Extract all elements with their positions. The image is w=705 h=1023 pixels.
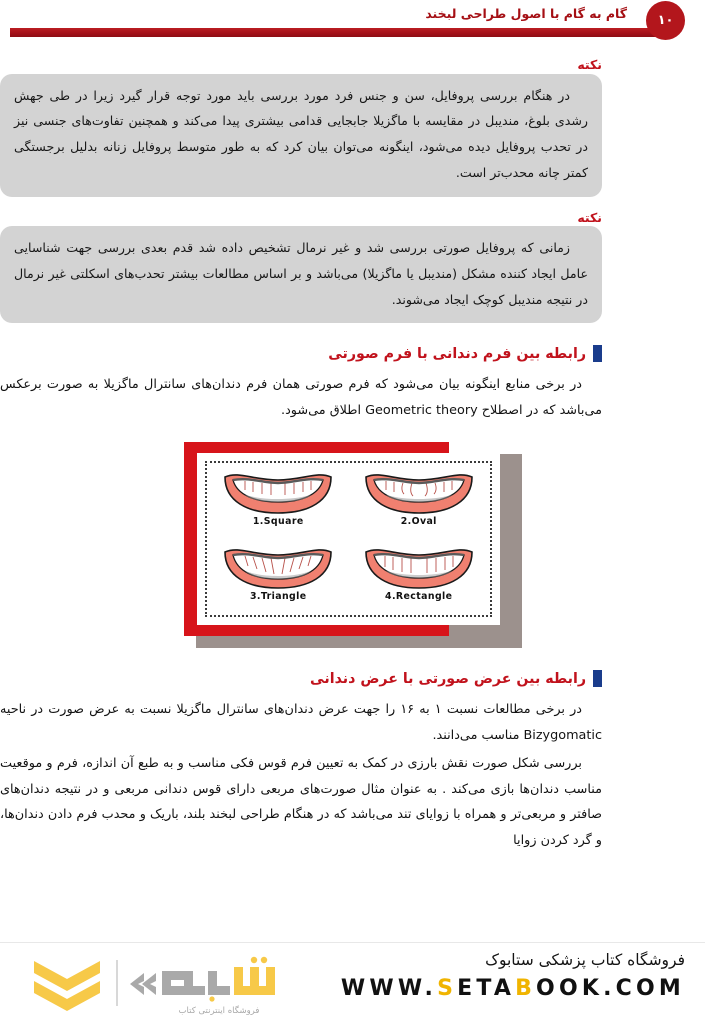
smile-oval-icon — [360, 467, 478, 515]
figure-grid — [208, 464, 489, 614]
smile-arch-forms-figure — [184, 442, 522, 648]
footer-text-block — [341, 949, 685, 1001]
url-suffix: OOK.COM — [536, 976, 685, 1002]
figure-item — [349, 539, 490, 614]
page-number-badge: ۱۰ — [646, 1, 685, 40]
url-highlight-b: B — [515, 976, 537, 1002]
figure-wrap — [52, 442, 654, 648]
paragraph: در برخی منابع اینگونه بیان می‌شود که فرم صورتی همان فرم دندان‌های سانترال ماگزیلا به صورت برعکس می‌باشد که در اصطلاح Geometric theory اطلاق می‌شود. — [0, 377, 602, 419]
smile-rectangle-icon — [360, 542, 478, 590]
paragraph: بررسی شکل صورت نقش بارزی در کمک به تعیین فرم قوس فکی مناسب و به طبع آن اندازه، فرم و موقعیت مناسب دندان‌ها بازی می‌کند . به عنوان مثال صورت‌های مربعی دارای قوس دندانی مربعی و در نتیجه دندان‌های صافتر و مربعی‌تر و همراه با زوایای تند می‌باشد که در هنگام طراحی لبخند بلند، باریک و محدب فرم دادن دندان‌ها، و گرد کردن زوایا — [0, 755, 602, 849]
paragraph: در برخی مطالعات نسبت ۱ به ۱۶ را جهت عرض دندان‌های سانترال ماگزیلا نسبت به عرض صورت در ناحیه Bizygomatic مناسب می‌دانند. — [0, 702, 602, 743]
header-title: گام به گام با اصول طراحی لبخند — [425, 6, 627, 21]
header-rule — [10, 28, 673, 37]
figure-item-caption: 2.Oval — [400, 516, 437, 527]
page-content — [0, 58, 602, 854]
note-body: زمانی که پروفایل صورتی بررسی شد و غیر نرمال تشخیص داده شد قدم بعدی بررسی جهت شناسایی عامل ایجاد کننده مشکل (مندیبل یا ماگزیلا) می‌باشد و بر اساس مطالعات بیشتر تحدب‌های اسکلتی غیر نرمال در نتیجه مندیبل کوچک ایجاد می‌شوند. — [0, 226, 602, 323]
footer-shop-name: فروشگاه کتاب پزشکی ستابوک — [485, 951, 685, 969]
figure-item-caption: 4.Rectangle — [385, 591, 453, 602]
url-prefix: WWW. — [340, 976, 438, 1002]
figure-item-caption: 3.Triangle — [249, 591, 307, 602]
square-bullet-icon — [593, 670, 602, 687]
url-eta: ETA — [457, 976, 516, 1002]
figure-item — [349, 464, 490, 539]
logo-divider — [116, 960, 118, 1006]
note-label: نکته — [577, 57, 602, 72]
section-heading-text: رابطه بین عرض صورتی با عرض دندانی — [310, 670, 586, 687]
figure-item — [208, 464, 349, 539]
note-block — [0, 58, 602, 197]
page-footer — [0, 942, 705, 1023]
smile-square-icon — [219, 467, 337, 515]
section-heading-text: رابطه بین فرم دندانی با فرم صورتی — [328, 345, 586, 362]
figure-item — [208, 539, 349, 614]
figure-item-caption: 1.Square — [252, 516, 304, 527]
logo-wordmark — [128, 953, 310, 1016]
note-block — [0, 211, 602, 324]
setabook-wordmark-icon — [128, 953, 310, 1009]
section-heading-facial-width — [0, 670, 602, 687]
section-heading-dental-form — [0, 345, 602, 362]
square-bullet-icon — [593, 345, 602, 362]
url-highlight-s: S — [437, 976, 458, 1002]
footer-url[interactable] — [341, 976, 685, 1001]
smile-triangle-icon — [219, 542, 337, 590]
logo-subtitle: فروشگاه اینترنتی کتاب — [178, 1006, 260, 1016]
page-header — [0, 0, 705, 42]
chevron-stack-icon — [28, 955, 106, 1011]
note-body: در هنگام بررسی پروفایل، سن و جنس فرد مورد بررسی باید مورد توجه قرار گیرد زیرا در طی جهش رشدی بلوغ، مندیبل در مقایسه با ماگزیلا جابجایی قدامی بیشتری پیدا می‌کند و همچنین تفاوت‌های جنسی نیز در تحدب پروفایل دیده می‌شود، اینگونه می‌توان بیان کرد که به طور متوسط پروفایل زنانه بدلیل برجستگی کمتر چانه محدب‌تر است. — [0, 74, 602, 197]
note-label: نکته — [577, 209, 602, 225]
setabook-logo[interactable] — [28, 951, 328, 1015]
